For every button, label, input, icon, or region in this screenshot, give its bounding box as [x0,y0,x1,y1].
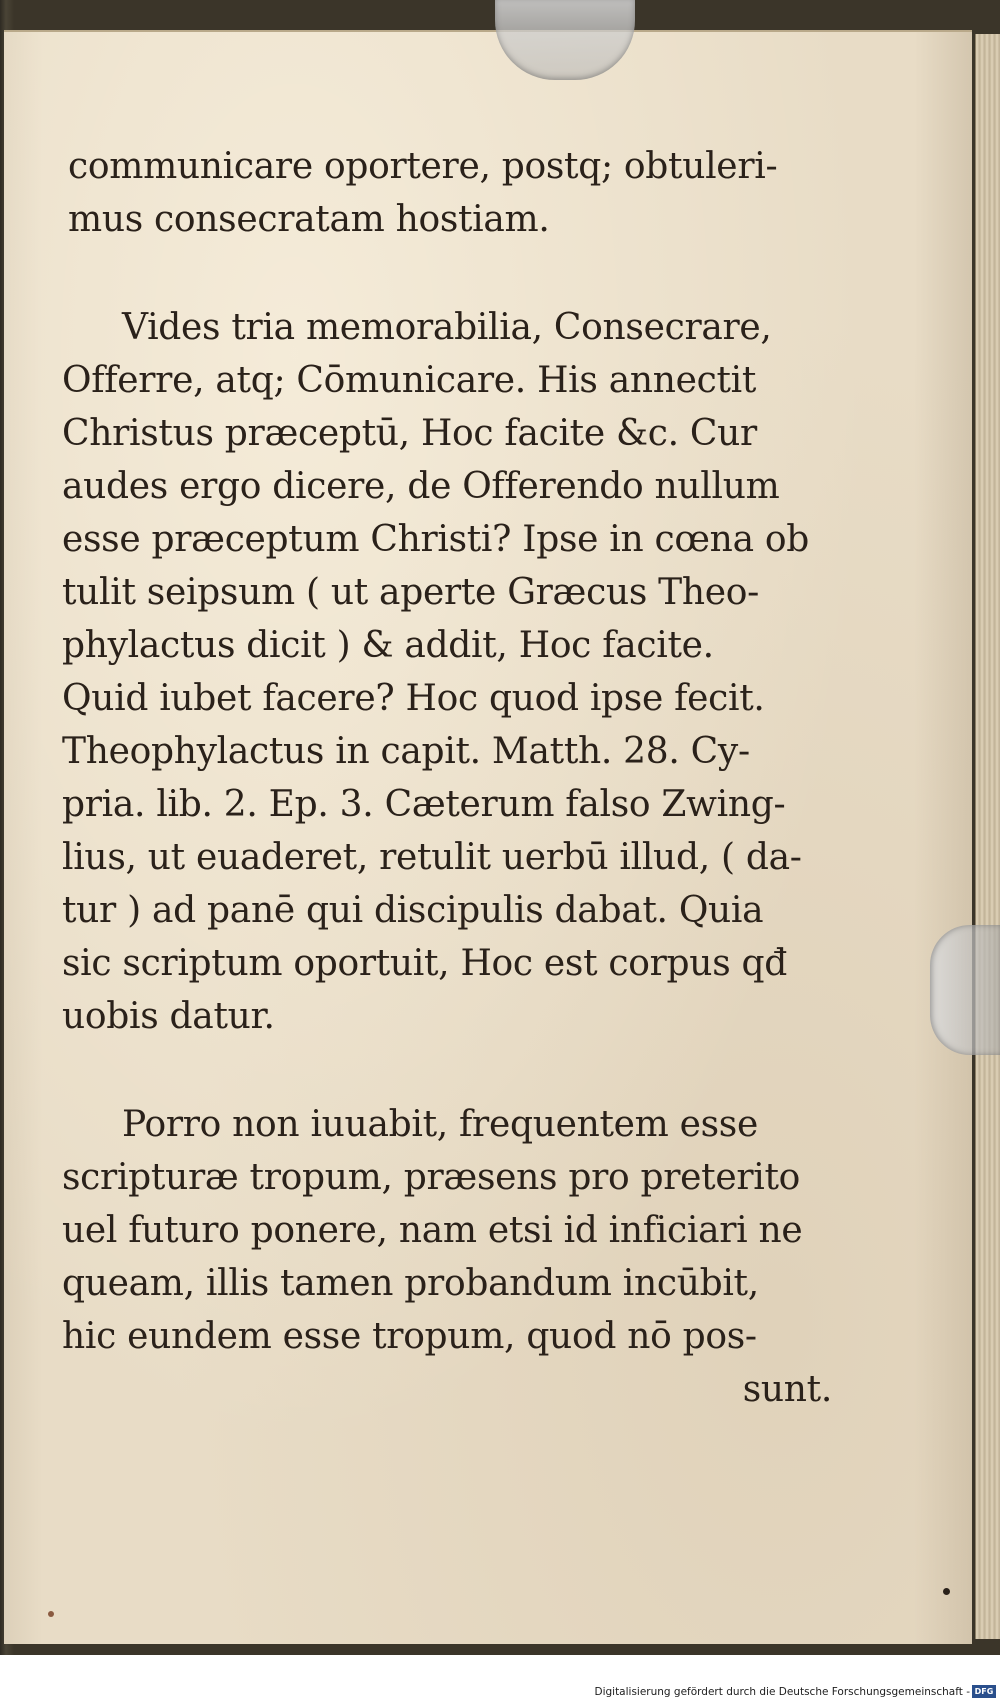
footer-credit: Digitalisierung gefördert durch die Deutsche Forschungsgemeinschaft - [594,1686,970,1698]
paragraph-1 [62,140,832,246]
dfg-logo: DFG [972,1685,996,1698]
text-line: sunt. [742,1369,832,1410]
text-line: sic scriptum oportuit, Hoc est corpus qđ [62,943,787,984]
text-line: scripturæ tropum, præsens pro preterito [62,1157,800,1198]
text-line: tur ) ad panē qui discipulis dabat. Quia [62,890,764,931]
text-line: queam, illis tamen probandum incūbit, [62,1263,759,1304]
page-text [62,140,832,1416]
ink-speck [48,1611,54,1617]
page-edges [975,34,1000,1639]
text-line: Vides tria memorabilia, Consecrare, [122,307,772,348]
text-line: audes ergo dicere, de Offerendo nullum [62,466,780,507]
text-line: Porro non iuuabit, frequentem esse [122,1104,758,1145]
text-line: mus consecratam hostiam. [68,199,550,240]
text-line: phylactus dicit ) & addit, Hoc facite. [62,625,714,666]
ink-speck [943,1588,950,1595]
footer-bar [0,1655,1000,1703]
text-line: esse præceptum Christi? Ipse in cœna ob [62,519,809,560]
text-line: lius, ut euaderet, retulit uerbū illud, ( da- [62,837,802,878]
text-line: Offerre, atq; Cōmunicare. His annectit [62,360,757,401]
text-line: Theophylactus in capit. Matth. 28. Cy- [62,731,750,772]
right-clip [930,925,1000,1055]
paragraph-3 [62,1098,832,1416]
paragraph-2 [62,301,832,1043]
text-line: pria. lib. 2. Ep. 3. Cæterum falso Zwing- [62,784,786,825]
text-line: uobis datur. [62,996,275,1037]
text-line: tulit seipsum ( ut aperte Græcus Theo- [62,572,759,613]
text-line: Christus præceptū, Hoc facite &c. Cur [62,413,757,454]
text-line: communicare oportere, postq; obtuleri- [68,146,778,187]
text-line: Quid iubet facere? Hoc quod ipse fecit. [62,678,765,719]
text-line: hic eundem esse tropum, quod nō pos- [62,1316,757,1357]
text-line: uel futuro ponere, nam etsi id inficiari ne [62,1210,803,1251]
